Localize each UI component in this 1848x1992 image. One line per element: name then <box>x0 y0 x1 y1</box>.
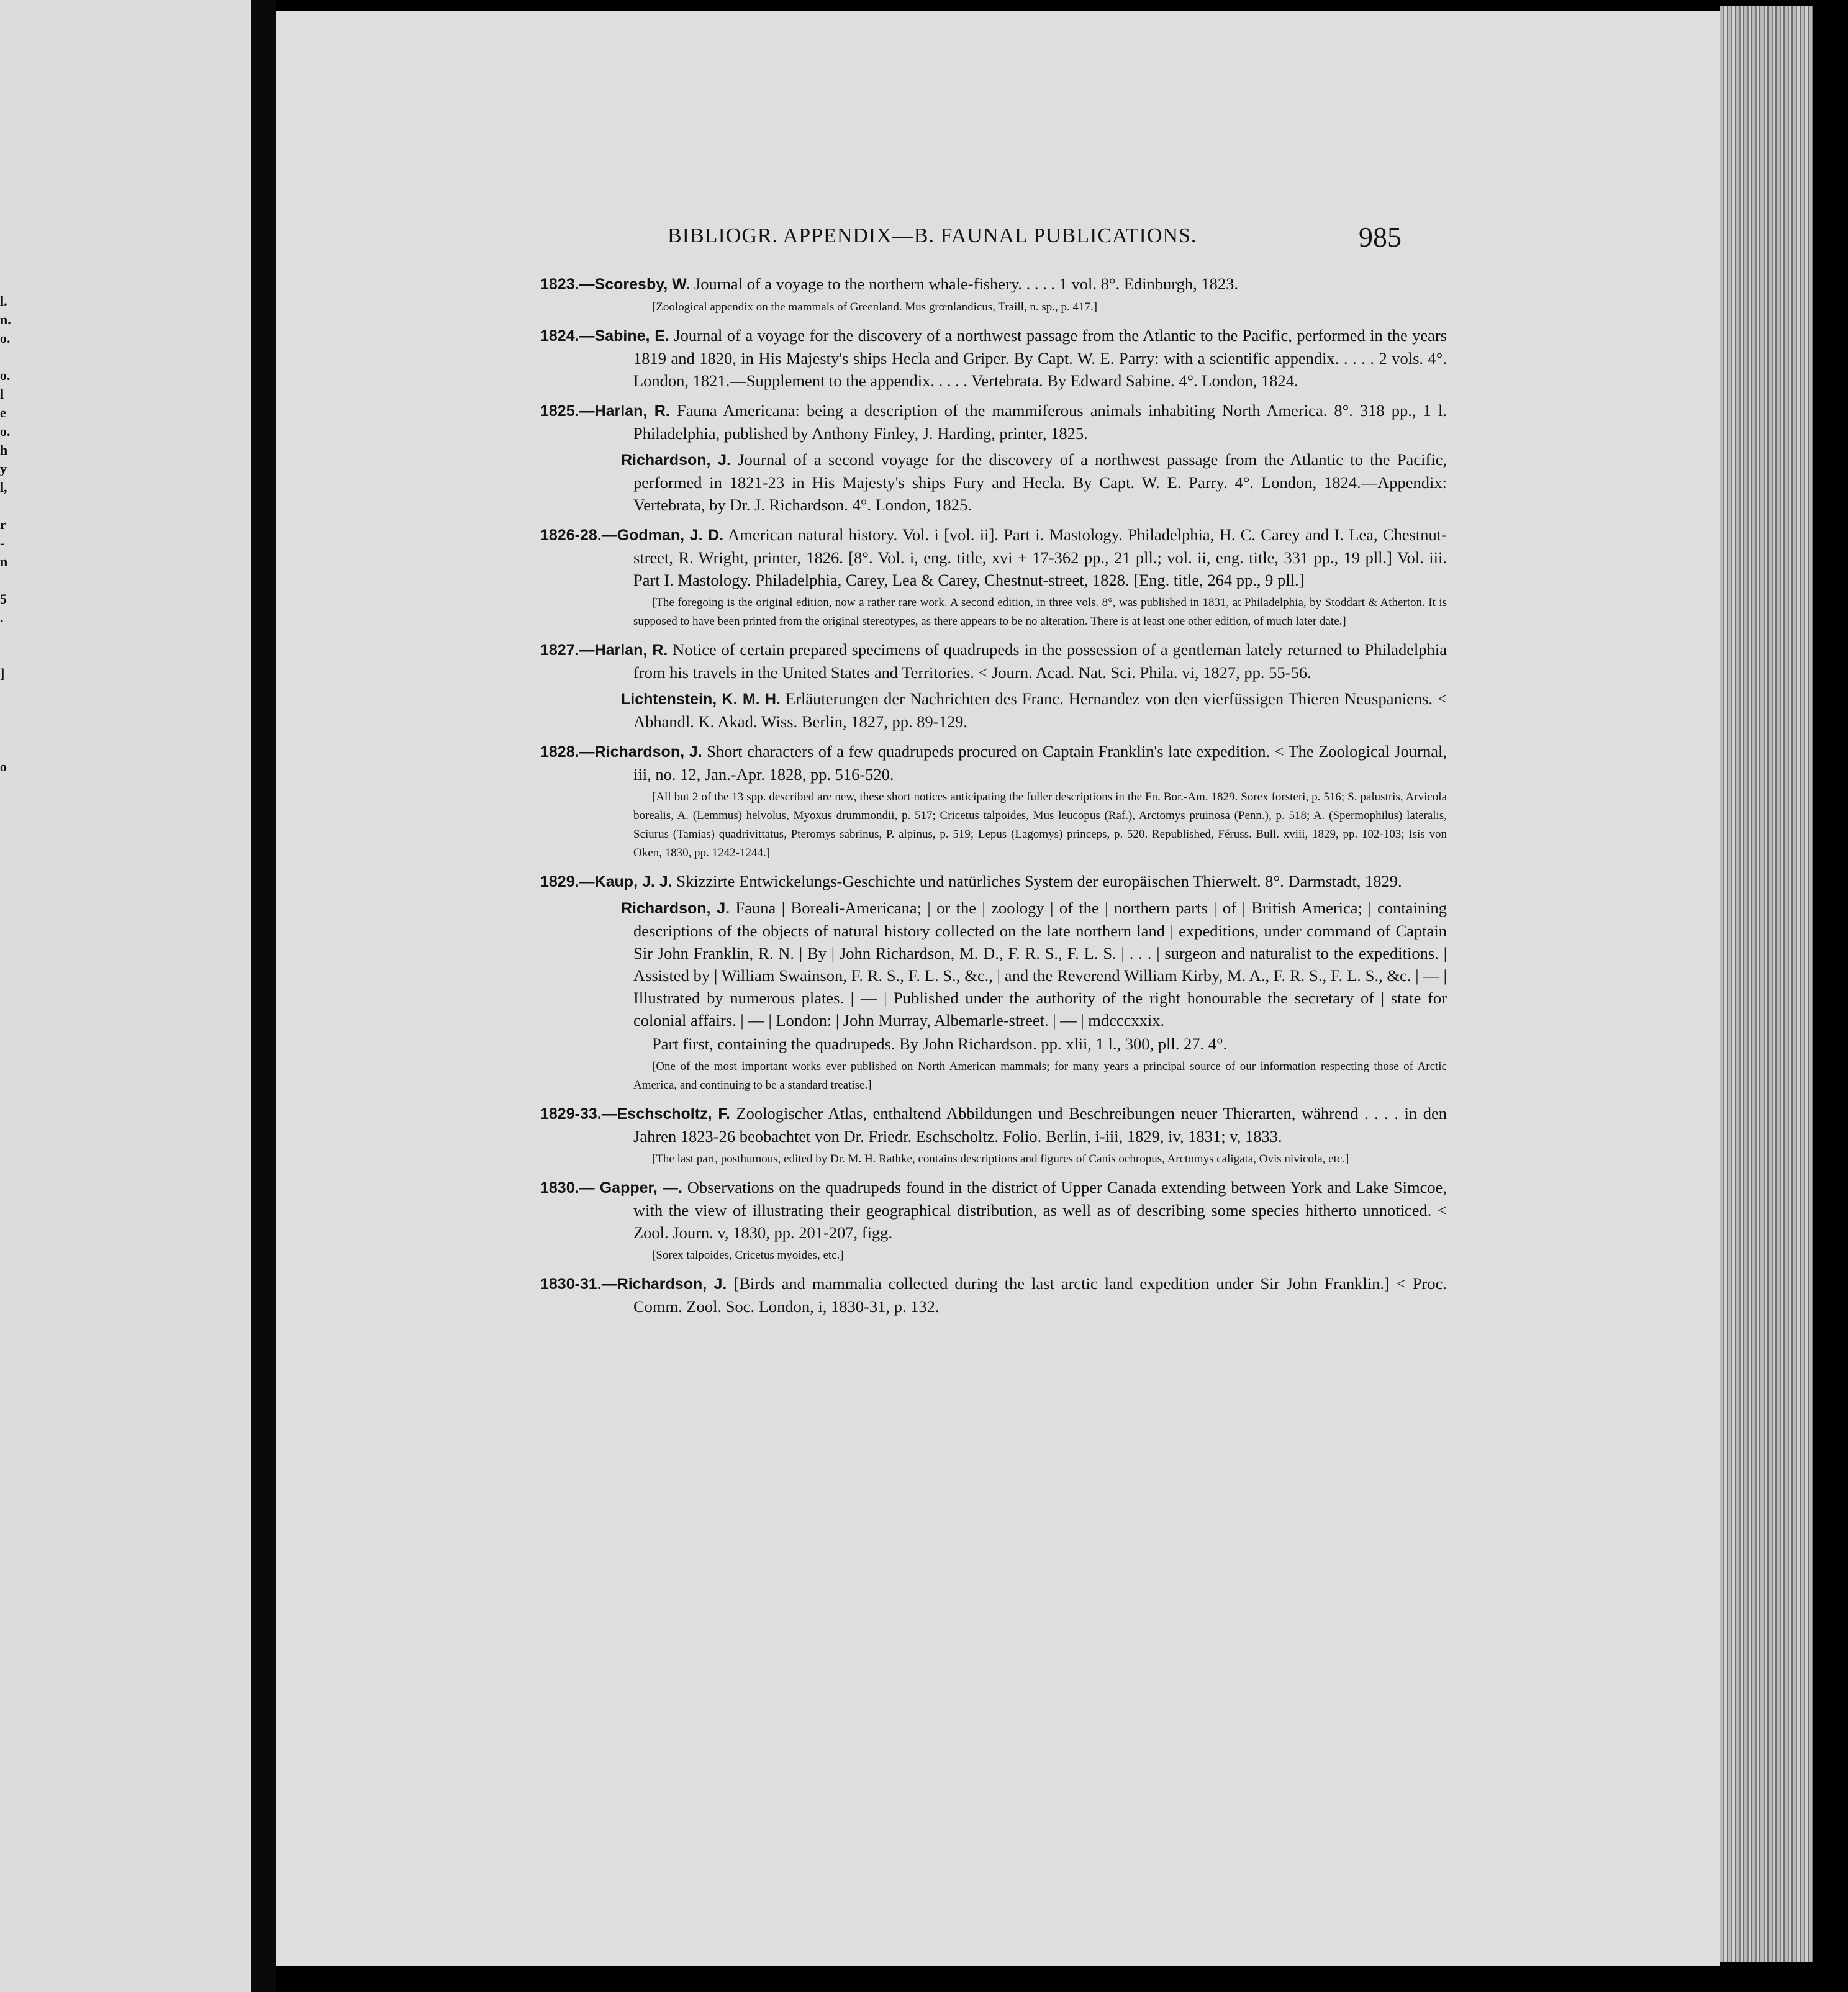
bibliography-entry <box>540 1102 1447 1169</box>
bibliography-entry <box>540 399 1447 516</box>
margin-fragment: l. <box>0 293 7 309</box>
margin-fragment: . <box>0 610 4 625</box>
bibliography-entry <box>540 324 1447 392</box>
entry-text: American natural history. Vol. i [vol. ii]. Part i. Mastology. Philadelphia, H. C. Carey and I. Lea, Chestnut-street, R. Wright, printer, 1826. [8°. Vol. i, eng. title, xvi + 17-362 pp., 21 pll.; vol. ii, eng. title, 331 pp., 19 pll.] Vol. iii. Part I. Mastology. Philadelphia, Carey, Lea & Carey, Chestnut-street, 1828. [Eng. title, 264 pp., 9 pll.] <box>633 525 1447 589</box>
margin-fragment: y <box>0 461 7 476</box>
bibliography-entry <box>540 740 1447 862</box>
entry-year: 1829.— <box>540 873 595 890</box>
entry-author: Harlan, R. <box>594 402 670 420</box>
entry-author: Godman, J. D. <box>617 527 724 544</box>
sub-entry-author: Lichtenstein, K. M. H. <box>621 690 781 708</box>
entry-note: [One of the most important works ever published on North American mammals; for many years a principal source of our information respecting those of Arctic America, and continuing to be a standard treatise.] <box>633 1060 1447 1092</box>
page-content <box>540 220 1447 1325</box>
entry-text: [Birds and mammalia collected during the last arctic land expedition under Sir John Franklin.] < Proc. Comm. Zool. Soc. London, i, 1830-31, p. 132. <box>633 1274 1447 1316</box>
entry-text: Journal of a voyage to the northern whale-fishery. . . . . 1 vol. 8°. Edinburgh, 1823. <box>694 274 1239 293</box>
margin-fragment: l <box>0 386 4 402</box>
margin-fragment: - <box>0 535 5 551</box>
margin-fragment: o. <box>0 368 11 383</box>
margin-fragment: r <box>0 517 6 532</box>
margin-fragment <box>0 627 19 646</box>
margin-fragment: o. <box>0 330 11 346</box>
entry-text: Skizzirte Entwickelungs-Geschichte und natürliches System der europäischen Thierwelt. 8°. Darmstadt, 1829. <box>676 872 1402 890</box>
margin-fragment <box>0 739 19 758</box>
entry-author: Gapper, —. <box>599 1179 682 1197</box>
entry-note: [The last part, posthumous, edited by Dr. M. H. Rathke, contains descriptions and figures of Canis ochropus, Arctomys caligata, Ovis nivicola, etc.] <box>652 1152 1349 1166</box>
margin-fragment: 5 <box>0 591 7 607</box>
entry-text: Notice of certain prepared specimens of quadrupeds in the possession of a gentleman lately returned to Philadelphia from his travels in the United States and Territories. < Journ. Acad. Nat. Sci. Phila. vi, 1827, pp. 55-56. <box>633 640 1447 682</box>
entry-author: Eschscholtz, F. <box>617 1105 730 1123</box>
margin-fragment: n <box>0 554 8 569</box>
entry-note: [The foregoing is the original edition, now a rather rare work. A second edition, in three vols. 8°, was published in 1831, at Philadelphia, by Stoddart & Atherton. It is supposed to have been printed from the original stereotypes, as there appears to be no alteration. There is at least one other edition, of much later date.] <box>633 596 1447 628</box>
entry-author: Sabine, E. <box>594 327 669 345</box>
entry-note: [All but 2 of the 13 spp. described are new, these short notices anticipating the fuller descriptions in the Fn. Bor.-Am. 1829. Sorex forsteri, p. 516; S. palustris, Arvicola borealis, A. (Lemmus) helvolus, Myoxus drummondii, p. 517; Cricetus talpoides, Mus leucopus (Raf.), Arctomys pruinosa (Penn.), p. 518; A. (Spermophilus) lateralis, Sciurus (Tamias) quadrivittatus, Pteromys sabrinus, P. alpinus, p. 519; Lepus (Lagomys) princeps, p. 520. Republished, Féruss. Bull. xviii, 1829, pp. 102-103; Isis von Oken, 1830, pp. 1242-1244.] <box>633 790 1447 859</box>
margin-fragment <box>0 702 19 720</box>
bibliography-entry <box>540 638 1447 733</box>
entry-year: 1829-33.— <box>540 1105 617 1123</box>
entry-author: Harlan, R. <box>594 641 668 659</box>
margin-fragment: l, <box>0 479 7 495</box>
margin-fragment: h <box>0 442 8 458</box>
sub-entry-text: Journal of a second voyage for the discovery of a northwest passage from the Atlantic to the Pacific, performed in 1821-23 in His Majesty's ships Fury and Hecla. By Capt. W. E. Parry. 4°. London, 1824.—Appendix: Vertebrata, by Dr. J. Richardson. 4°. London, 1825. <box>633 450 1447 514</box>
sub-entry-author: Richardson, J. <box>621 451 731 469</box>
book-gutter <box>251 0 276 1992</box>
entry-author: Richardson, J. <box>594 743 702 761</box>
entry-text: Journal of a voyage for the discovery of a northwest passage from the Atlantic to the Pacific, performed in the years 1819 and 1820, in His Majesty's ships Hecla and Griper. By Capt. W. E. Parry: with a scientific appendix. . . . . 2 vols. 4°. London, 1821.—Supplement to the appendix. . . . . Vertebrata. By Edward Sabine. 4°. London, 1824. <box>633 326 1447 390</box>
margin-fragment: e <box>0 405 6 420</box>
entry-year: 1827.— <box>540 641 595 659</box>
entry-text: Short characters of a few quadrupeds procured on Captain Franklin's late expedition. < The Zoological Journal, iii, no. 12, Jan.-Apr. 1828, pp. 516-520. <box>633 742 1447 784</box>
entry-text: Zoologischer Atlas, enthaltend Abbildungen und Beschreibungen neuer Thierarten, während . . . . in den Jahren 1823-26 beobachtet von Dr. Friedr. Eschscholtz. Folio. Berlin, i-iii, 1829, iv, 1831; v, 1833. <box>633 1104 1447 1146</box>
page-edges <box>1720 6 1813 1962</box>
entry-continuation: Part first, containing the quadrupeds. By John Richardson. pp. xlii, 1 l., 300, pll. 27. 4°. <box>652 1034 1228 1053</box>
entry-year: 1830.— <box>540 1179 600 1197</box>
entry-author: Scoresby, W. <box>594 276 691 293</box>
sub-entry <box>540 687 1447 733</box>
margin-fragment: o. <box>0 423 11 439</box>
margin-fragment: o <box>0 759 7 774</box>
margin-fragment: ] <box>0 666 5 681</box>
margin-fragment <box>0 571 19 590</box>
sub-entry <box>540 448 1447 516</box>
page-number: 985 <box>1359 221 1402 253</box>
entry-year: 1825.— <box>540 402 595 420</box>
margin-fragment <box>0 497 19 515</box>
entry-year: 1826-28.— <box>540 527 617 544</box>
margin-fragment <box>0 683 19 702</box>
entry-author: Richardson, J. <box>617 1275 727 1293</box>
sub-entry <box>540 897 1447 1031</box>
bibliography-entry <box>540 1176 1447 1265</box>
entry-text: Observations on the quadrupeds found in the district of Upper Canada extending between York and Lake Simcoe, with the view of illustrating their geographical distribution, as well as of describing some species hitherto unnoticed. < Zool. Journ. v, 1830, pp. 201-207, figg. <box>633 1178 1447 1242</box>
margin-fragment <box>0 720 19 739</box>
bibliography-entry <box>540 273 1447 317</box>
bibliography-entry <box>540 523 1447 631</box>
entry-author: Kaup, J. J. <box>594 873 673 890</box>
sub-entry-text: Fauna | Boreali-Americana; | or the | zoology | of the | northern parts | of | British America; | containing descriptions of the objects of natural history collected on the late northern land | expeditions, under command of Captain Sir John Franklin, R. N. | By | John Richardson, M. D., F. R. S., F. L. S. | . . . | surgeon and naturalist to the expeditions. | Assisted by | William Swainson, F. R. S., F. L. S., &c., | and the Reverend William Kirby, M. A., F. R. S., F. L. S., &c. | — | Illustrated by numerous plates. | — | Published under the authority of the right honourable the secretary of | state for colonial affairs. | — | London: | John Murray, Albemarle-street. | — | mdcccxxix. <box>633 899 1447 1030</box>
entry-year: 1823.— <box>540 276 595 293</box>
entry-note: [Sorex talpoides, Cricetus myoides, etc.] <box>652 1249 844 1262</box>
sub-entry-author: Richardson, J. <box>621 900 730 917</box>
margin-fragment: n. <box>0 312 11 327</box>
bibliography-entry <box>540 870 1447 1095</box>
running-head: BIBLIOGR. APPENDIX—B. FAUNAL PUBLICATIONS. <box>668 224 1197 247</box>
bibliography-entry <box>540 1272 1447 1318</box>
entry-year: 1828.— <box>540 743 595 761</box>
left-margin-fragments <box>0 292 19 776</box>
left-page <box>0 0 251 1992</box>
entry-note: [Zoological appendix on the mammals of Greenland. Mus grœnlandicus, Traill, n. sp., p. 417.] <box>652 301 1098 314</box>
sub-entry-text: Erläuterungen der Nachrichten des Franc. Hernandez von den vierfüssigen Thieren Neuspaniens. < Abhandl. K. Akad. Wiss. Berlin, 1827, pp. 89-129. <box>633 689 1447 731</box>
margin-fragment <box>0 646 19 664</box>
entry-year: 1824.— <box>540 327 595 345</box>
entry-year: 1830-31.— <box>540 1275 617 1293</box>
entry-text: Fauna Americana: being a description of the mammiferous animals inhabiting North America. 8°. 318 pp., 1 l. Philadelphia, published by Anthony Finley, J. Harding, printer, 1825. <box>633 401 1447 443</box>
margin-fragment <box>0 348 19 366</box>
page-header <box>540 220 1447 264</box>
